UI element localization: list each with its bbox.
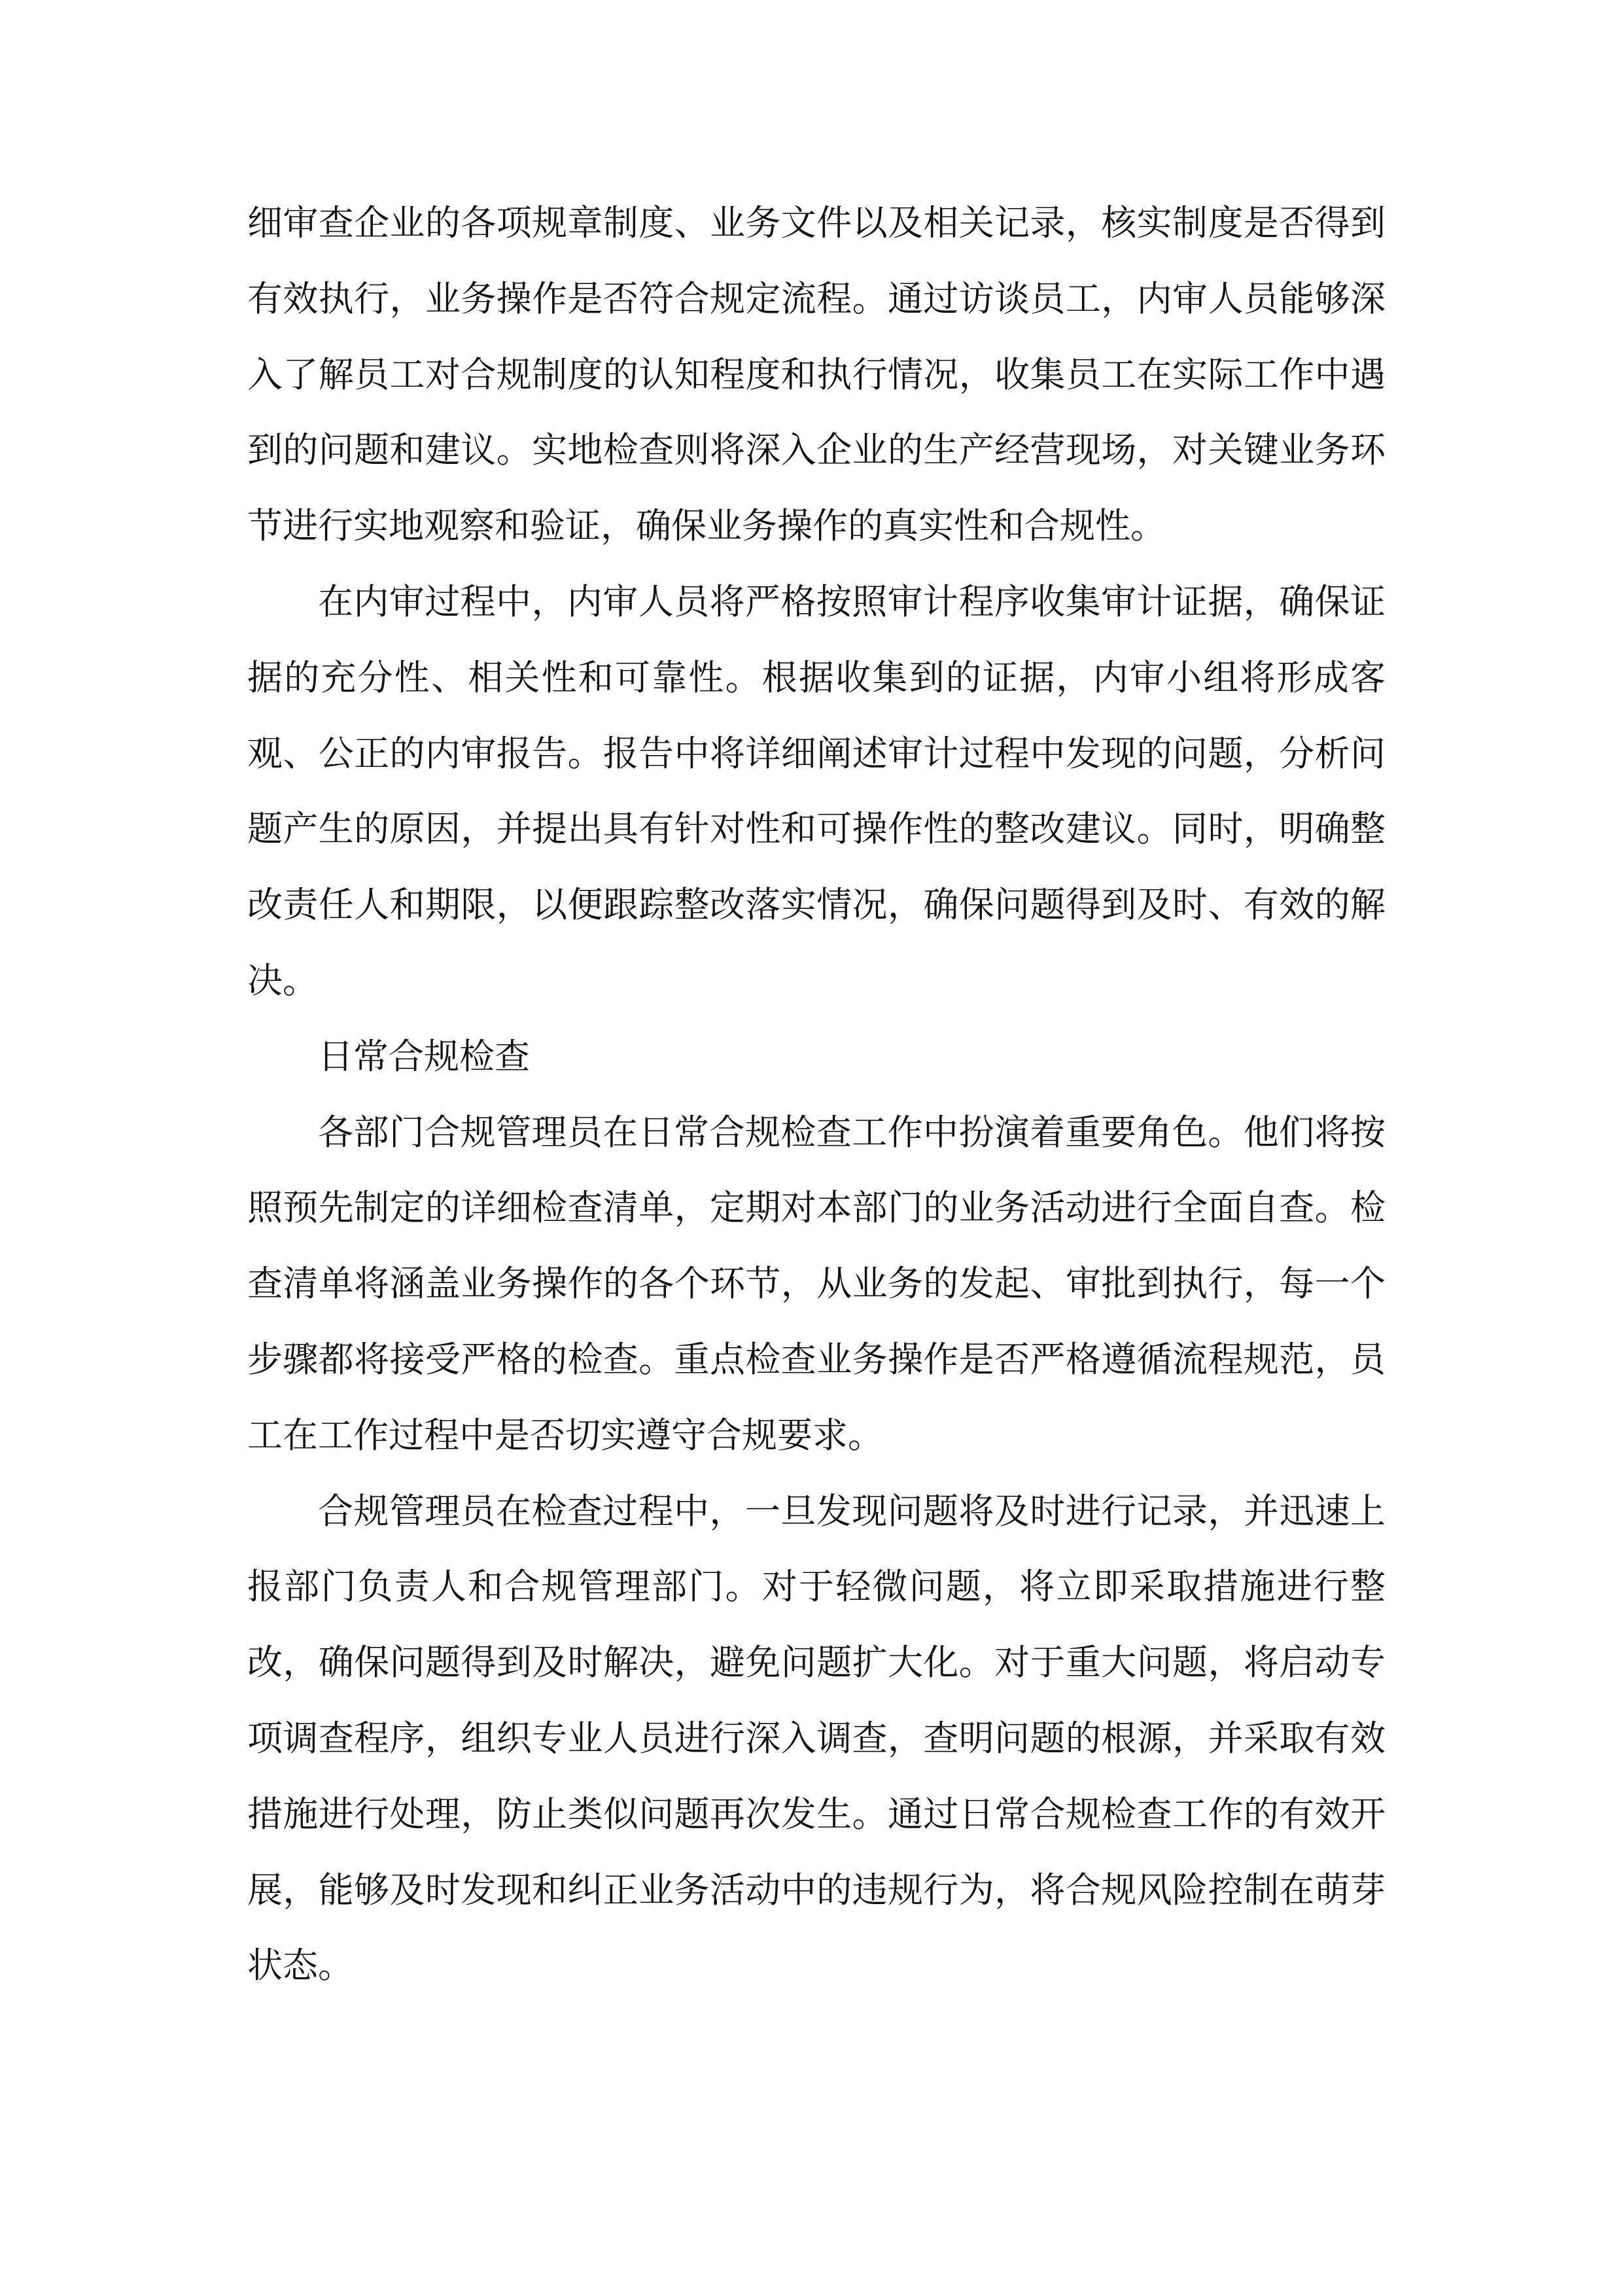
document-body bbox=[247, 185, 1386, 2004]
paragraph-continued: 细审查企业的各项规章制度、业务文件以及相关记录，核实制度是否得到有效执行，业务操作是否符合规定流程。通过访谈员工，内审人员能够深入了解员工对合规制度的认知程度和执行情况，收集员工在实际工作中遇到的问题和建议。实地检查则将深入企业的生产经营现场，对关键业务环节进行实地观察和验证，确保业务操作的真实性和合规性。 bbox=[247, 202, 1386, 547]
paragraph-issue-handling: 合规管理员在检查过程中，一旦发现问题将及时进行记录，并迅速上报部门负责人和合规管理部门。对于轻微问题，将立即采取措施进行整改，确保问题得到及时解决，避免问题扩大化。对于重大问题，将启动专项调查程序，组织专业人员进行深入调查，查明问题的根源，并采取有效措施进行处理，防止类似问题再次发生。通过日常合规检查工作的有效开展，能够及时发现和纠正业务活动中的违规行为，将合规风险控制在萌芽状态。 bbox=[247, 1490, 1386, 1987]
section-heading-daily-compliance-check: 日常合规检查 bbox=[318, 1035, 530, 1077]
paragraph-internal-audit-process: 在内审过程中，内审人员将严格按照审计程序收集审计证据，确保证据的充分性、相关性和可靠性。根据收集到的证据，内审小组将形成客观、公正的内审报告。报告中将详细阐述审计过程中发现的问题，分析问题产生的原因，并提出具有针对性和可操作性的整改建议。同时，明确整改责任人和期限，以便跟踪整改落实情况，确保问题得到及时、有效的解决。 bbox=[247, 580, 1386, 1001]
paragraph-department-self-check: 各部门合规管理员在日常合规检查工作中扮演着重要角色。他们将按照预先制定的详细检查清单，定期对本部门的业务活动进行全面自查。检查清单将涵盖业务操作的各个环节，从业务的发起、审批到执行，每一个步骤都将接受严格的检查。重点检查业务操作是否严格遵循流程规范，员工在工作过程中是否切实遵守合规要求。 bbox=[247, 1111, 1386, 1456]
